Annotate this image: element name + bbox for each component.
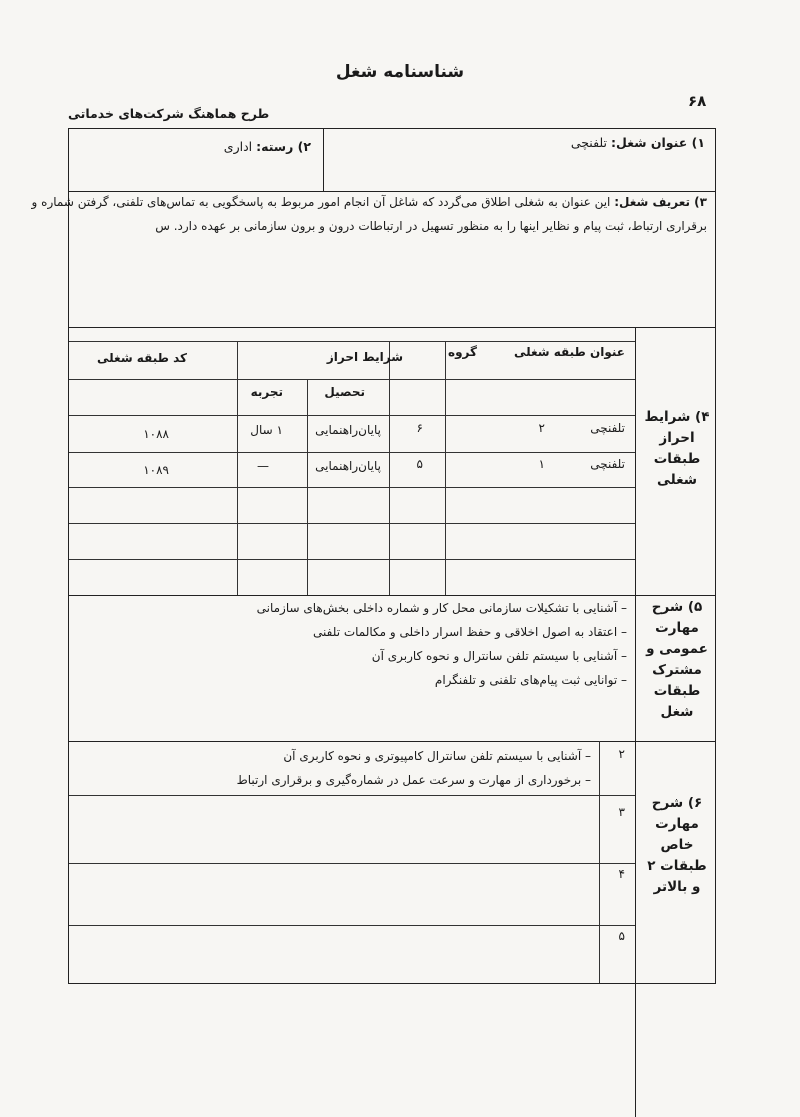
row1-code: ۱۰۸۸ <box>143 427 169 441</box>
section4-label-line: احراز <box>659 430 695 446</box>
header-group: گروه <box>448 345 477 359</box>
level-number: ۵ <box>618 929 625 943</box>
header-experience: تجربه <box>250 385 283 399</box>
row2-experience: — <box>257 459 269 473</box>
row1-bottom-line <box>69 191 715 192</box>
definition-line-1 <box>32 195 707 209</box>
section6-label-line: مهارت <box>655 816 699 832</box>
grid-h <box>69 559 635 560</box>
category-value: اداری <box>223 139 253 154</box>
header-education: تحصیل <box>324 385 365 399</box>
job-title-label: ۱) عنوان شغل: <box>611 135 705 150</box>
grid-h <box>69 795 635 796</box>
section6-label <box>637 793 717 898</box>
grid-h <box>69 452 635 453</box>
level-column-divider <box>599 741 600 983</box>
section4-label-line: طبقات <box>653 451 701 467</box>
category-field <box>224 139 311 154</box>
row1-title: تلفنچی <box>590 421 625 435</box>
section4-label-line: شغلی <box>656 472 698 488</box>
definition-text-1: این عنوان به شغلی اطلاق می‌گردد که شاغل آن انجام امور مربوط به پاسخگویی به تماس‌های تلفنی، گرفتن شماره و <box>31 195 611 209</box>
job-title-value: تلفنچی <box>570 135 608 150</box>
section6-item: – آشنایی با سیستم تلفن سانترال کامپیوتری و نحوه کاربری آن <box>283 749 591 763</box>
job-identity-form <box>31 128 716 984</box>
row2-group: ۵ <box>416 457 423 471</box>
section5-item: – توانایی ثبت پیام‌های تلفنی و تلفنگرام <box>435 673 627 687</box>
section5-label-line: عمومی و <box>646 641 708 657</box>
section5-bottom-line <box>69 741 715 742</box>
plan-name: طرح هماهنگ شرکت‌های خدماتی <box>68 106 270 121</box>
label-column-divider <box>635 327 636 1117</box>
grid-h <box>69 523 635 524</box>
row2-bottom-line <box>69 327 715 328</box>
job-title-field <box>571 135 705 150</box>
row1-group: ۶ <box>416 421 423 435</box>
page-title: شناسنامه شغل <box>335 62 465 82</box>
grid-h <box>69 379 635 380</box>
definition-line-2: برقراری ارتباط، ثبت پیام و نظایر اینها را به منظور تسهیل در ارتباطات درون و برون سازمانی بر عهده دارد. س <box>155 219 707 233</box>
header-requirements: شرایط احراز <box>326 350 403 364</box>
section6-label-line: ۶) شرح <box>651 795 703 811</box>
row1-experience: ۱ سال <box>250 423 283 437</box>
row2-code: ۱۰۸۹ <box>143 463 169 477</box>
section6-label-line: و بالاتر <box>653 879 701 895</box>
level-number: ۲ <box>618 747 625 761</box>
header-class-title: عنوان طبقه شغلی <box>513 345 625 359</box>
grid-h <box>69 925 635 926</box>
section4-label-line: ۴) شرایط <box>644 409 710 425</box>
section5-label-line: مهارت <box>655 620 699 636</box>
section6-label-line: طبقات ۲ <box>647 858 707 874</box>
row2-title: تلفنچی <box>590 457 625 471</box>
row1-divider <box>323 129 324 191</box>
section4-bottom-line <box>69 595 715 596</box>
grid-h <box>69 341 635 342</box>
section5-item: – اعتقاد به اصول اخلاقی و حفظ اسرار داخلی و مکالمات تلفنی <box>313 625 627 639</box>
section5-label-line: شغل <box>660 704 694 720</box>
row1-education: پایان‌راهنمایی <box>315 423 381 437</box>
section6-item: – برخورداری از مهارت و سرعت عمل در شماره‌گیری و برقراری ارتباط <box>237 773 591 787</box>
section6-label-line: خاص <box>660 837 694 853</box>
section5-label-line: ۵) شرح <box>651 599 703 615</box>
section5-label-line: طبقات <box>653 683 701 699</box>
grid-h <box>69 863 635 864</box>
section5-label-line: مشترک <box>652 662 702 678</box>
row2-education: پایان‌راهنمایی <box>315 459 381 473</box>
page-number: ۶۸ <box>688 92 707 110</box>
section4-label <box>637 407 717 491</box>
grid-h <box>69 415 635 416</box>
section5-label <box>637 597 717 723</box>
row2-level: ۱ <box>538 457 545 471</box>
level-number: ۳ <box>618 805 625 819</box>
section5-item: – آشنایی با سیستم تلفن سانترال و نحوه کاربری آن <box>372 649 627 663</box>
category-label: ۲) رسته: <box>256 139 311 154</box>
grid-h <box>69 487 635 488</box>
row1-level: ۲ <box>538 421 545 435</box>
header-class-code: کد طبقه شغلی <box>97 351 187 365</box>
level-number: ۴ <box>618 867 625 881</box>
definition-label: ۳) تعریف شغل: <box>614 195 707 209</box>
section5-item: – آشنایی با تشکیلات سازمانی محل کار و شماره داخلی بخش‌های سازمانی <box>257 601 627 615</box>
